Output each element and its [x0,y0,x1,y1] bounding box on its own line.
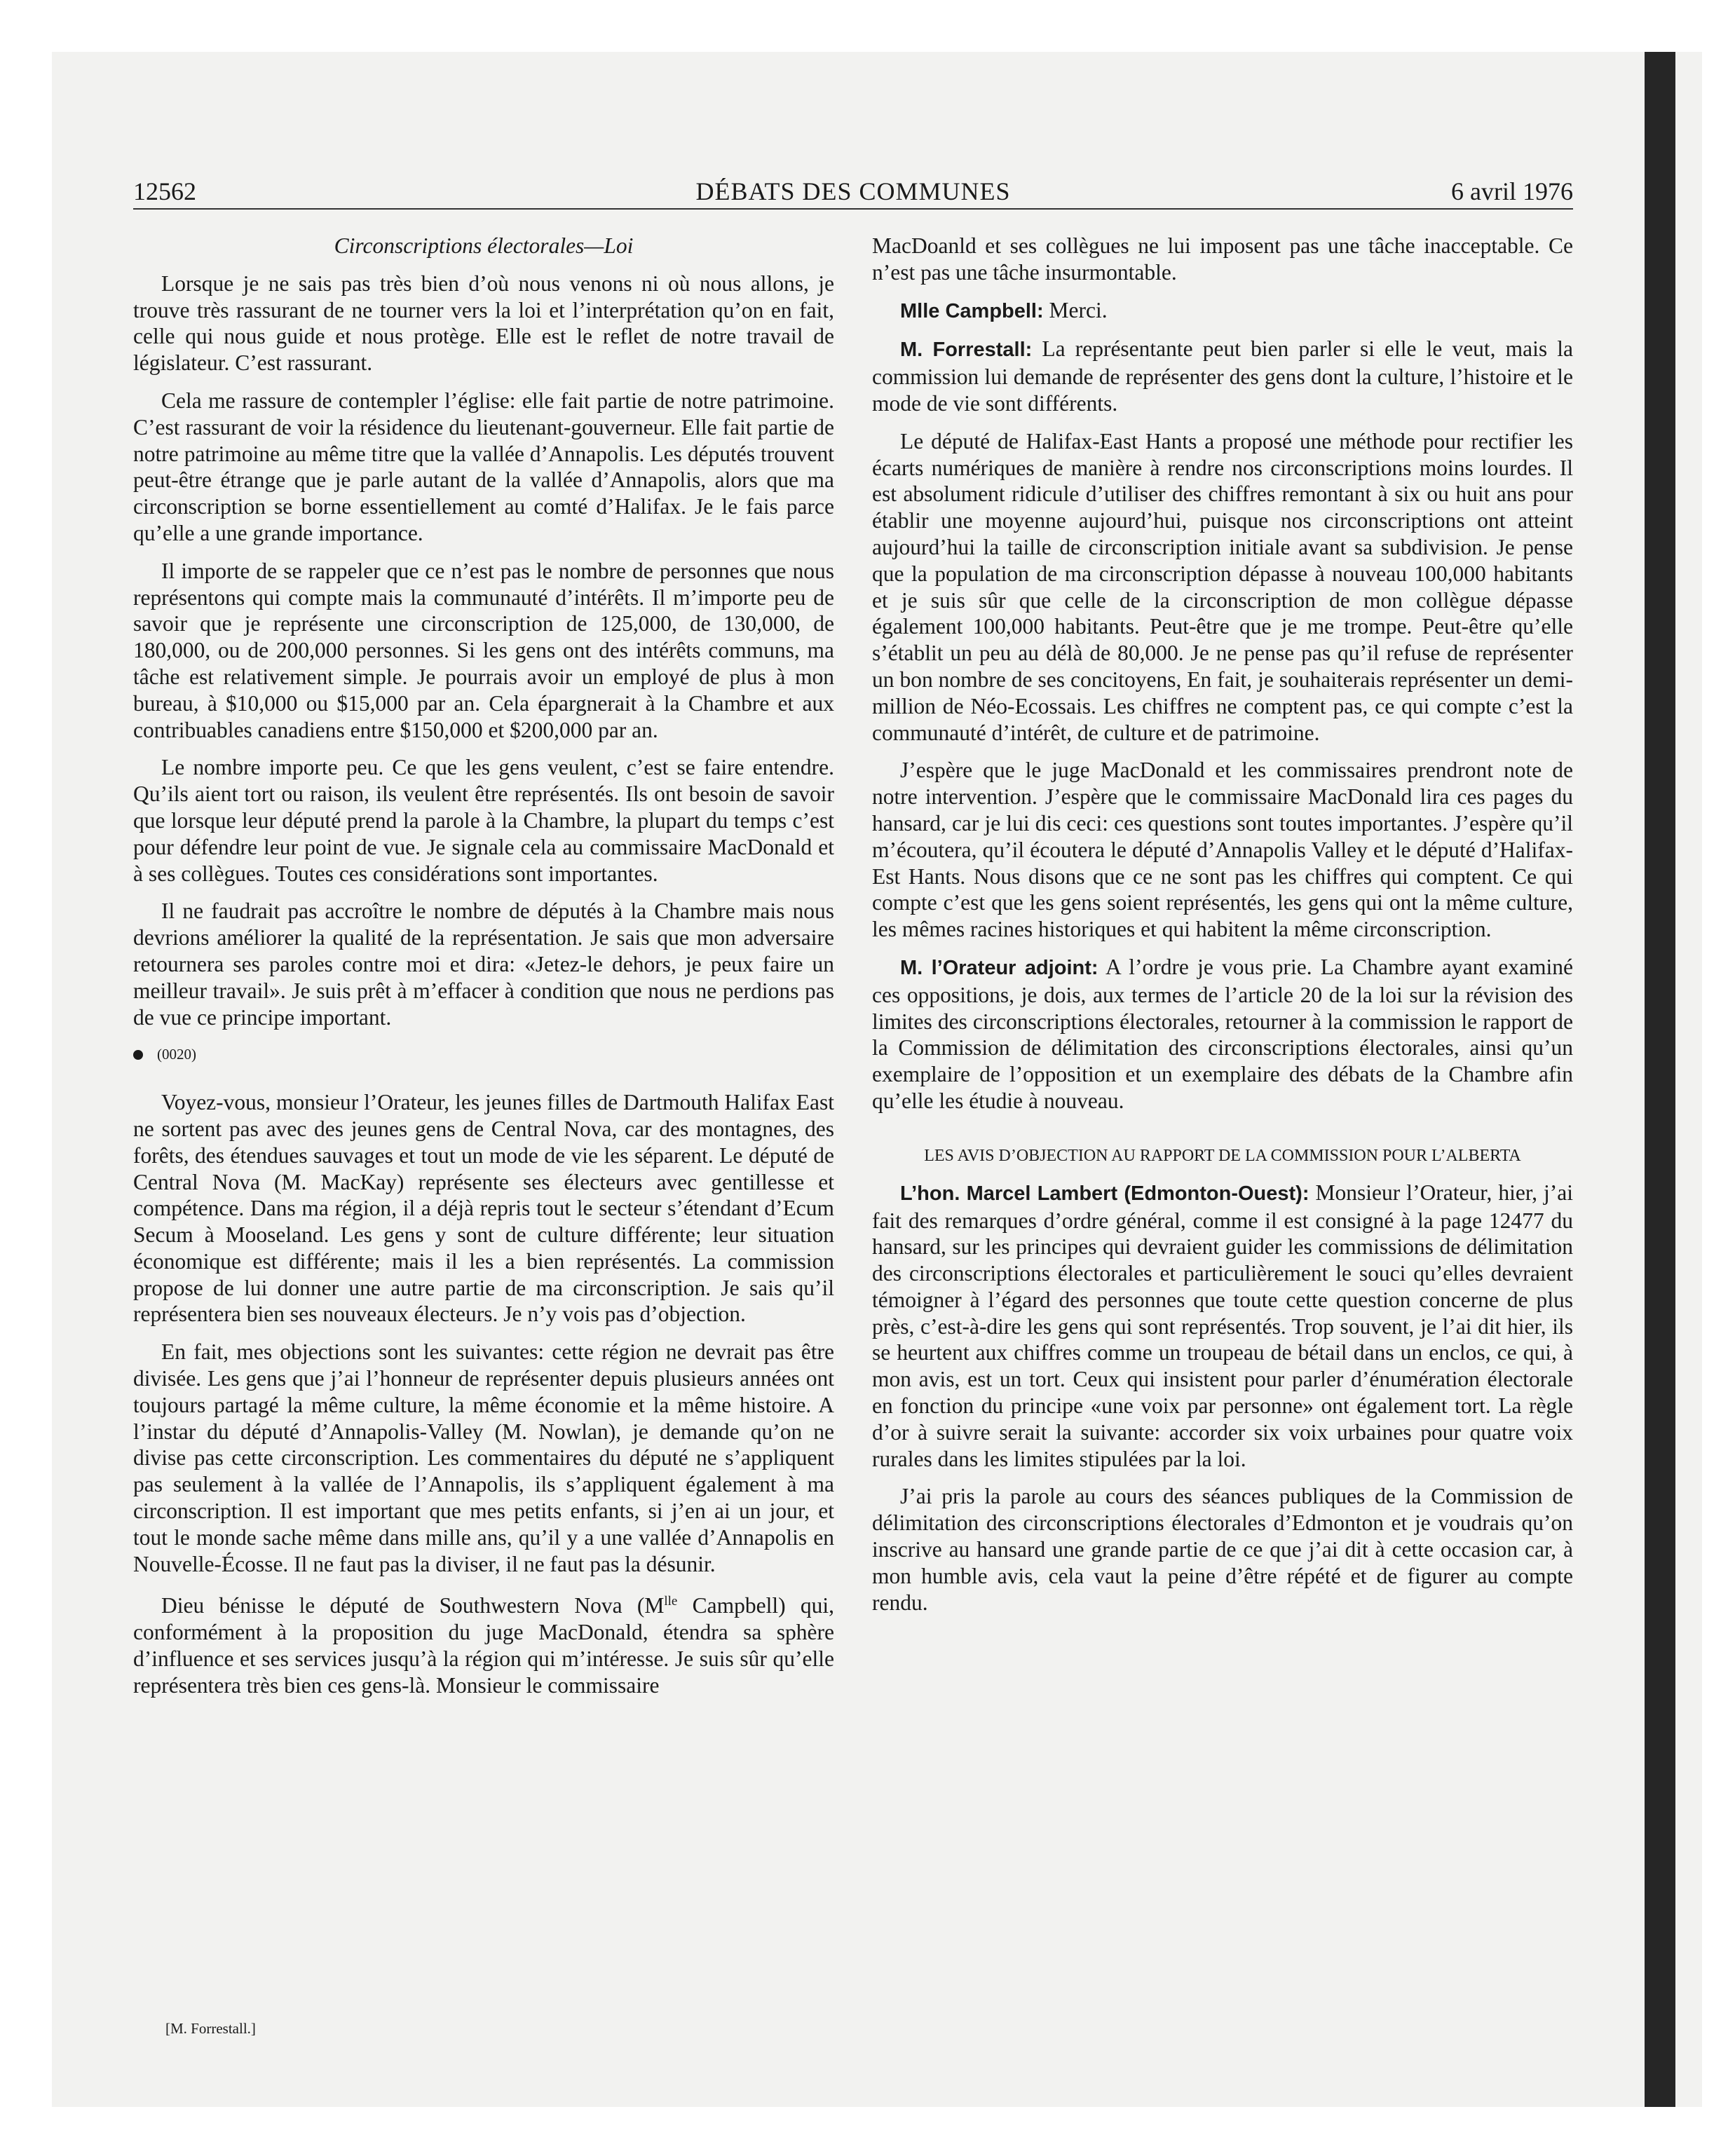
speaker-name: L’hon. Marcel Lambert (Edmonton-Ouest): [900,1182,1309,1205]
paragraph [133,1588,834,1698]
paragraph-text: Dieu bénisse le député de Southwestern Nova (M [161,1593,665,1618]
publication-title: DÉBATS DES COMMUNES [695,177,1011,205]
publication-date: 6 avril 1976 [1451,177,1573,205]
paragraph: Cela me rassure de contempler l’église: elle fait partie de notre patrimoine. C’est rassurant de voir la résidence du lieutenant-gouverneur. Elle fait partie de notre patrimoine au même titre que la vallée d’Annapolis. Les députés trouvent peut-être étrange que je parle autant de la vallée d’Annapolis, alors que ma circonscription se borne essentiellement au comté d’Halifax. Je le fais parce qu’elle a une grande importance. [133,388,834,545]
left-column [133,233,834,1710]
paragraph [872,297,1573,325]
time-marker [133,1042,834,1068]
paragraph [872,336,1573,416]
time-marker-text: (0020) [157,1046,196,1063]
speaker-footnote: [M. Forrestall.] [165,2020,256,2037]
paragraph: Voyez-vous, monsieur l’Orateur, les jeunes filles de Dartmouth Halifax East ne sortent pas avec des jeunes gens de Central Nova, car des montagnes, des forêts, des étendues sauvages et tout un mode de vie les séparent. Le député de Central Nova (M. MacKay) représente ses électeurs avec gentillesse et compétence. Dans ma région, il a déjà repris tout le secteur s’étendant d’Ecum Secum à Mooseland. Les gens y sont de culture différente; leur situation économique est différente; mais il les a bien représentés. La commission propose de lui donner une autre partie de ma circonscription. Je sais qu’il représentera bien ses nouveaux électeurs. Je n’y vois pas d’objection. [133,1090,834,1327]
bullet-icon [133,1050,143,1060]
speaker-name: M. l’Orateur adjoint: [900,956,1098,979]
paragraph: Le député de Halifax-East Hants a proposé une méthode pour rectifier les écarts numériques de manière à rendre nos circonscriptions moins lourdes. Il est absolument ridicule d’utiliser des chiffres remontant à six ou huit ans pour établir une moyenne aujourd’hui, puisque nos circonscriptions ont atteint aujourd’hui la taille de circonscription initiale avant sa subdivision. Je pense que la population de ma circonscription dépasse à nouveau 100,000 habitants et je suis sûr que celle de la circonscription de mon collègue dépasse également 100,000 habitants. Peut-être que je me trompe. Peut-être qu’elle s’établit un peu au délà de 80,000. Je ne pense pas qu’il refuse de représenter un bon nombre de ses concitoyens, En fait, je souhaiterais représenter un demi-million de Néo-Ecossais. Les chiffres ne comptent pas, ce qui compte c’est la communauté d’intérêt, de culture et de patrimoine. [872,428,1573,745]
paragraph-text: Monsieur l’Orateur, hier, j’ai fait des remarques d’ordre général, comme il est consigné à la page 12477 du hansard, sur les principes qui devraient guider les commissions de délimitation des circonscriptions électorales et particulièrement le souci qu’elles devraient témoigner à l’égard des personnes que toute cette question concerne de plus près, c’est-à-dire les gens qui sont représentés. Trop souvent, je l’ai dit hier, ils se heurtent aux chiffres comme un troupeau de bétail dans un enclos, ce qui, à mon avis, est un tort. Ceux qui insistent pour parler d’énumération électorale en fonction du principe «une voix par personne» ont également tort. La règle d’or à suivre serait la suivante: accorder six voix urbaines pour quatre voix rurales dans les limites stipulées par la loi. [872,1180,1573,1471]
superscript: lle [664,1594,678,1609]
speaker-name: Mlle Campbell: [900,299,1044,322]
paragraph: Il importe de se rappeler que ce n’est pas le nombre de personnes que nous représentons qui compte mais la communauté d’intérêts. Il m’importe peu de savoir que je représente une circonscription de 125,000, de 130,000, de 180,000, ou de 200,000 personnes. Si les gens ont des intérêts communs, ma tâche est relativement simple. Je pourrais avoir un employé de plus à mon bureau, à $10,000 ou $15,000 par an. Cela épargnerait à la Chambre et aux contribuables canadiens entre $150,000 et $200,000 par an. [133,558,834,742]
paragraph-text: Merci. [1043,297,1108,322]
paragraph: Lorsque je ne sais pas très bien d’où nous venons ni où nous allons, je trouve très rassurant de ne tourner vers la loi et l’interprétation qu’on en fait, celle qui nous guide et nous protège. Elle est le reflet de notre travail de législateur. C’est rassurant. [133,271,834,376]
running-head: Circonscriptions électorales—Loi [334,233,634,258]
paragraph: En fait, mes objections sont les suivantes: cette région ne devrait pas être divisée. Les gens que j’ai l’honneur de représenter depuis plusieurs années ont toujours partagé la même culture, la même économie et la même histoire. A l’instar du député d’Annapolis-Valley (M. Nowlan), je demande qu’on ne divise pas cette circonscription. Les commentaires du député ne s’appliquent pas seulement à la vallée de l’Annapolis, ils s’appliquent également à ma circonscription. Il est important que mes petits enfants, si j’en ai un jour, et tout le monde sache même dans mille ans, qu’il y a une vallée d’Annapolis en Nouvelle-Écosse. Il ne faut pas la diviser, il ne faut pas la désunir. [133,1339,834,1576]
paragraph: J’ai pris la parole au cours des séances publiques de la Commission de délimitation des circonscriptions électorales d’Edmonton et je voudrais qu’on inscrive au hansard une grande partie de ce que j’ai dit à cette occasion car, à mon humble avis, cela vaut la peine d’être répété et de figurer au compte rendu. [872,1484,1573,1615]
paragraph: J’espère que le juge MacDonald et les commissaires prendront note de notre intervention. J’espère que le commissaire MacDonald lira ces pages du hansard, car je lui dis ceci: ces questions sont toutes importantes. J’espère qu’il m’écoutera, qu’il écoutera le député d’Annapolis Valley et le député d’Halifax-Est Hants. Nous disons que ce ne sont pas les chiffres qui comptent. Ce qui compte c’est que les gens soient représentés, les gens qui ont la même culture, les mêmes racines historiques et qui habitent la même circonscription. [872,758,1573,942]
paragraph-text: A l’ordre je vous prie. La Chambre ayant examiné ces oppositions, je dois, aux termes de l’article 20 de la loi sur la révision des limites des circonscriptions électorales, retourner à la commission le rapport de la Commission de délimitation des circonscriptions électorales, ainsi qu’un exemplaire de l’opposition et un exemplaire des débats de la Chambre afin qu’elle les étudie à nouveau. [872,954,1573,1113]
page-number: 12562 [133,177,196,205]
paragraph [872,954,1573,1114]
right-column [872,233,1573,1627]
header-rule [133,208,1573,210]
paragraph: MacDoanld et ses collègues ne lui imposent pas une tâche inacceptable. Ce n’est pas une tâche insurmontable. [872,233,1573,285]
paragraph-text: Campbell) qui, conformément à la proposition du juge MacDonald, étendra sa sphère d’influence et ses services jusqu’à la région qui m’intéresse. Je suis sûr qu’elle représentera très bien ces gens-là. Monsieur le commissaire [133,1593,834,1698]
paragraph: Le nombre importe peu. Ce que les gens veulent, c’est se faire entendre. Qu’ils aient tort ou raison, ils veulent être représentés. Ils ont besoin de savoir que lorsque leur député prend la parole à la Chambre, la plupart du temps c’est pour défendre leur point de vue. Je signale cela au commissaire MacDonald et à ses collègues. Toutes ces considérations sont importantes. [133,755,834,886]
section-heading: LES AVIS D’OBJECTION AU RAPPORT DE LA COMMISSION POUR L’ALBERTA [924,1146,1521,1165]
page-header [133,174,1573,206]
paragraph-text: La représentante peut bien parler si elle le veut, mais la commission lui demande de représenter des gens dont la culture, l’histoire et le mode de vie sont différents. [872,336,1573,416]
paragraph [872,1180,1573,1473]
speaker-name: M. Forrestall: [900,339,1033,362]
paragraph: Il ne faudrait pas accroître le nombre de députés à la Chambre mais nous devrions améliorer la qualité de la représentation. Je sais que mon adversaire retournera ses paroles contre moi et dira: «Jetez-le dehors, je peux faire un meilleur travail». Je suis prêt à m’effacer à condition que nous ne perdions pas de vue ce principe important. [133,899,834,1030]
scan-edge-shadow [1645,52,1675,2107]
